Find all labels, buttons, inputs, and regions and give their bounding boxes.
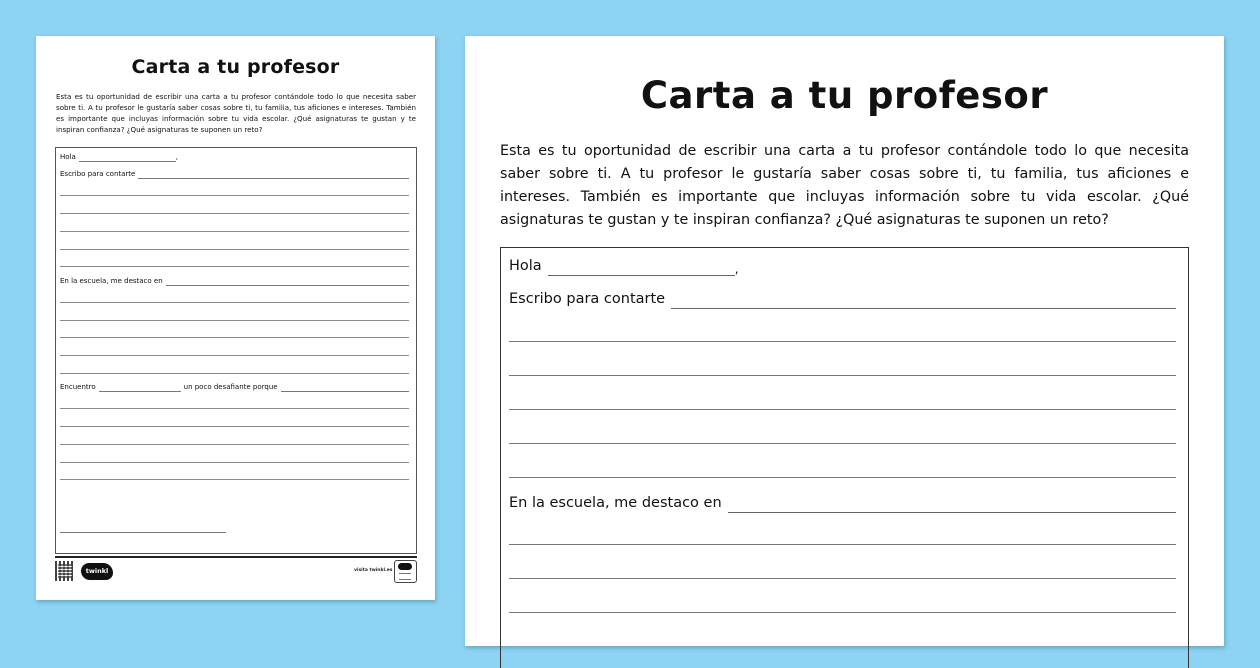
excel-at-row — [509, 493, 1176, 513]
worksheet-thumbnail-page — [36, 36, 435, 600]
writing-line[interactable] — [60, 231, 409, 232]
writing-line[interactable] — [60, 320, 409, 321]
excel-at-label: En la escuela, me destaco en — [60, 277, 163, 285]
writing-line[interactable] — [509, 578, 1176, 579]
writing-to-tell-blank[interactable] — [671, 294, 1176, 309]
subject-blank[interactable] — [99, 384, 181, 392]
writing-line[interactable] — [509, 375, 1176, 376]
writing-to-tell-row — [60, 169, 409, 179]
excel-at-label: En la escuela, me destaco en — [509, 495, 722, 511]
writing-line[interactable] — [60, 302, 409, 303]
excel-at-blank[interactable] — [728, 498, 1176, 513]
qr-code-icon — [55, 561, 75, 581]
signature-line[interactable] — [60, 532, 226, 533]
quality-badge-icon — [394, 560, 417, 583]
worksheet-intro: Esta es tu oportunidad de escribir una carta a tu profesor contándole todo lo que necesita saber sobre ti. A tu profesor le gustaría saber cosas sobre ti, tu familia, tus aficiones e intereses. También es importante que incluyas información sobre tu vida escolar. ¿Qué asignaturas te gustan y te inspiran confianza? ¿Qué asignaturas te suponen un reto? — [56, 92, 416, 134]
worksheet-zoomed-page — [465, 36, 1224, 646]
writing-line[interactable] — [60, 444, 409, 445]
worksheet-title: Carta a tu profesor — [640, 74, 1049, 117]
twinkl-logo: twinkl — [81, 563, 113, 580]
writing-line[interactable] — [60, 249, 409, 250]
challenging-row — [60, 382, 409, 392]
visit-website-text: visita twinkl.es — [354, 568, 393, 573]
greeting-label: Hola — [60, 153, 76, 161]
writing-line[interactable] — [60, 479, 409, 480]
writing-line[interactable] — [60, 373, 409, 374]
writing-line[interactable] — [509, 477, 1176, 478]
writing-line[interactable] — [509, 443, 1176, 444]
reason-blank[interactable] — [281, 384, 409, 392]
challenging-label: un poco desafiante porque — [183, 383, 278, 391]
letter-box — [55, 147, 417, 554]
greeting-comma: , — [175, 153, 179, 161]
writing-line[interactable] — [60, 426, 409, 427]
excel-at-row — [60, 276, 409, 286]
writing-line[interactable] — [509, 409, 1176, 410]
writing-line[interactable] — [60, 408, 409, 409]
greeting-comma: , — [734, 262, 739, 276]
writing-line[interactable] — [60, 355, 409, 356]
writing-line[interactable] — [60, 195, 409, 196]
writing-line[interactable] — [60, 266, 409, 267]
find-label: Encuentro — [60, 383, 96, 391]
writing-to-tell-row — [509, 289, 1176, 309]
writing-line[interactable] — [60, 337, 409, 338]
writing-to-tell-label: Escribo para contarte — [509, 291, 666, 307]
worksheet-title: Carta a tu profesor — [131, 56, 340, 78]
greeting-row — [60, 152, 409, 162]
writing-line[interactable] — [60, 462, 409, 463]
greeting-blank[interactable] — [79, 153, 179, 162]
greeting-blank[interactable] — [548, 261, 735, 276]
writing-line[interactable] — [509, 612, 1176, 613]
writing-line[interactable] — [509, 341, 1176, 342]
footer-divider — [55, 556, 417, 558]
writing-line[interactable] — [509, 544, 1176, 545]
greeting-row — [509, 256, 1176, 276]
excel-at-blank[interactable] — [166, 278, 409, 286]
worksheet-intro: Esta es tu oportunidad de escribir una carta a tu profesor contándole todo lo que necesita saber sobre ti. A tu profesor le gustaría saber cosas sobre ti, tu familia, tus aficiones e intereses. También es importante que incluyas información sobre tu vida escolar. ¿Qué asignaturas te gustan y te inspiran confianza? ¿Qué asignaturas te suponen un reto? — [500, 143, 1189, 228]
writing-to-tell-label: Escribo para contarte — [60, 170, 136, 178]
writing-to-tell-blank[interactable] — [138, 171, 409, 179]
greeting-label: Hola — [509, 258, 542, 274]
writing-line[interactable] — [60, 213, 409, 214]
letter-box — [500, 247, 1189, 668]
